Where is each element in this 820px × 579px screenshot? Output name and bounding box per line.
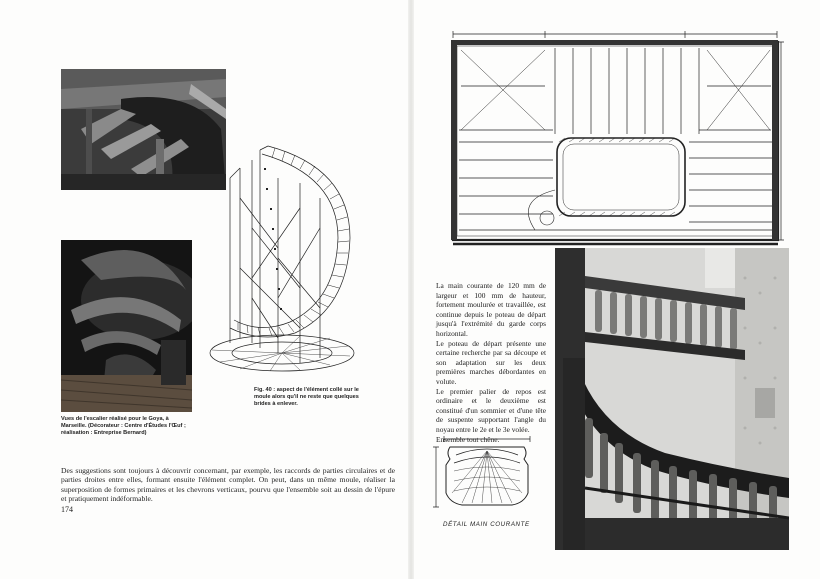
figure-caption: Fig. 40 : aspect de l'élément collé sur le moule alors qu'il ne reste que quelques brides à enlever. <box>254 387 359 407</box>
description-paragraph-2: Le poteau de départ présente une certaine recherche par sa découpe et son adaptation sur les deux premières marches débordantes en volute. <box>436 338 546 386</box>
description-paragraph-3: Le premier palier de repos est ordinaire et le deuxième est constitué d'un sommier et d'une tête de suspente supportant l'angle du noyau entre le 2e et le 3e volée. <box>436 386 546 434</box>
stair-mould-drawing <box>200 138 365 378</box>
page-number: 174 <box>61 505 73 514</box>
banister-photo <box>555 248 789 550</box>
handrail-detail-drawing <box>432 433 542 513</box>
spiral-staircase-photo <box>61 240 192 412</box>
description-paragraph-1: La main courante de 120 mm de largeur et 100 mm de hauteur, fortement moulurée et travaillée, est continue depuis le poteau de départ jusqu'à l'extrémité du garde corps horizontal. <box>436 281 546 338</box>
body-paragraph: Des suggestions sont toujours à découvrir concernant, par exemple, les raccords de parties circulaires et de parties droites entre elles, formant ensuite l'élément complet. On peut, dans un même moule, réaliser la superposition de formes primaires et les chevrons verticaux, pourvu que l'ensemble soit au dessin de l'épure et pratiquement indéformable. <box>61 466 395 504</box>
detail-label: DÉTAIL MAIN COURANTE <box>443 521 530 528</box>
description-text <box>436 281 546 444</box>
book-gutter <box>408 0 414 579</box>
stair-plan-drawing <box>445 30 785 258</box>
photo-caption: Vues de l'escalier réalisé pour le Goya, à Marseille. (Décorateur : Centre d'Études l'Œuf ; réalisation : Entreprise Bernard) <box>61 416 186 436</box>
description-paragraph-4: Ensemble tout chêne. <box>436 434 500 444</box>
